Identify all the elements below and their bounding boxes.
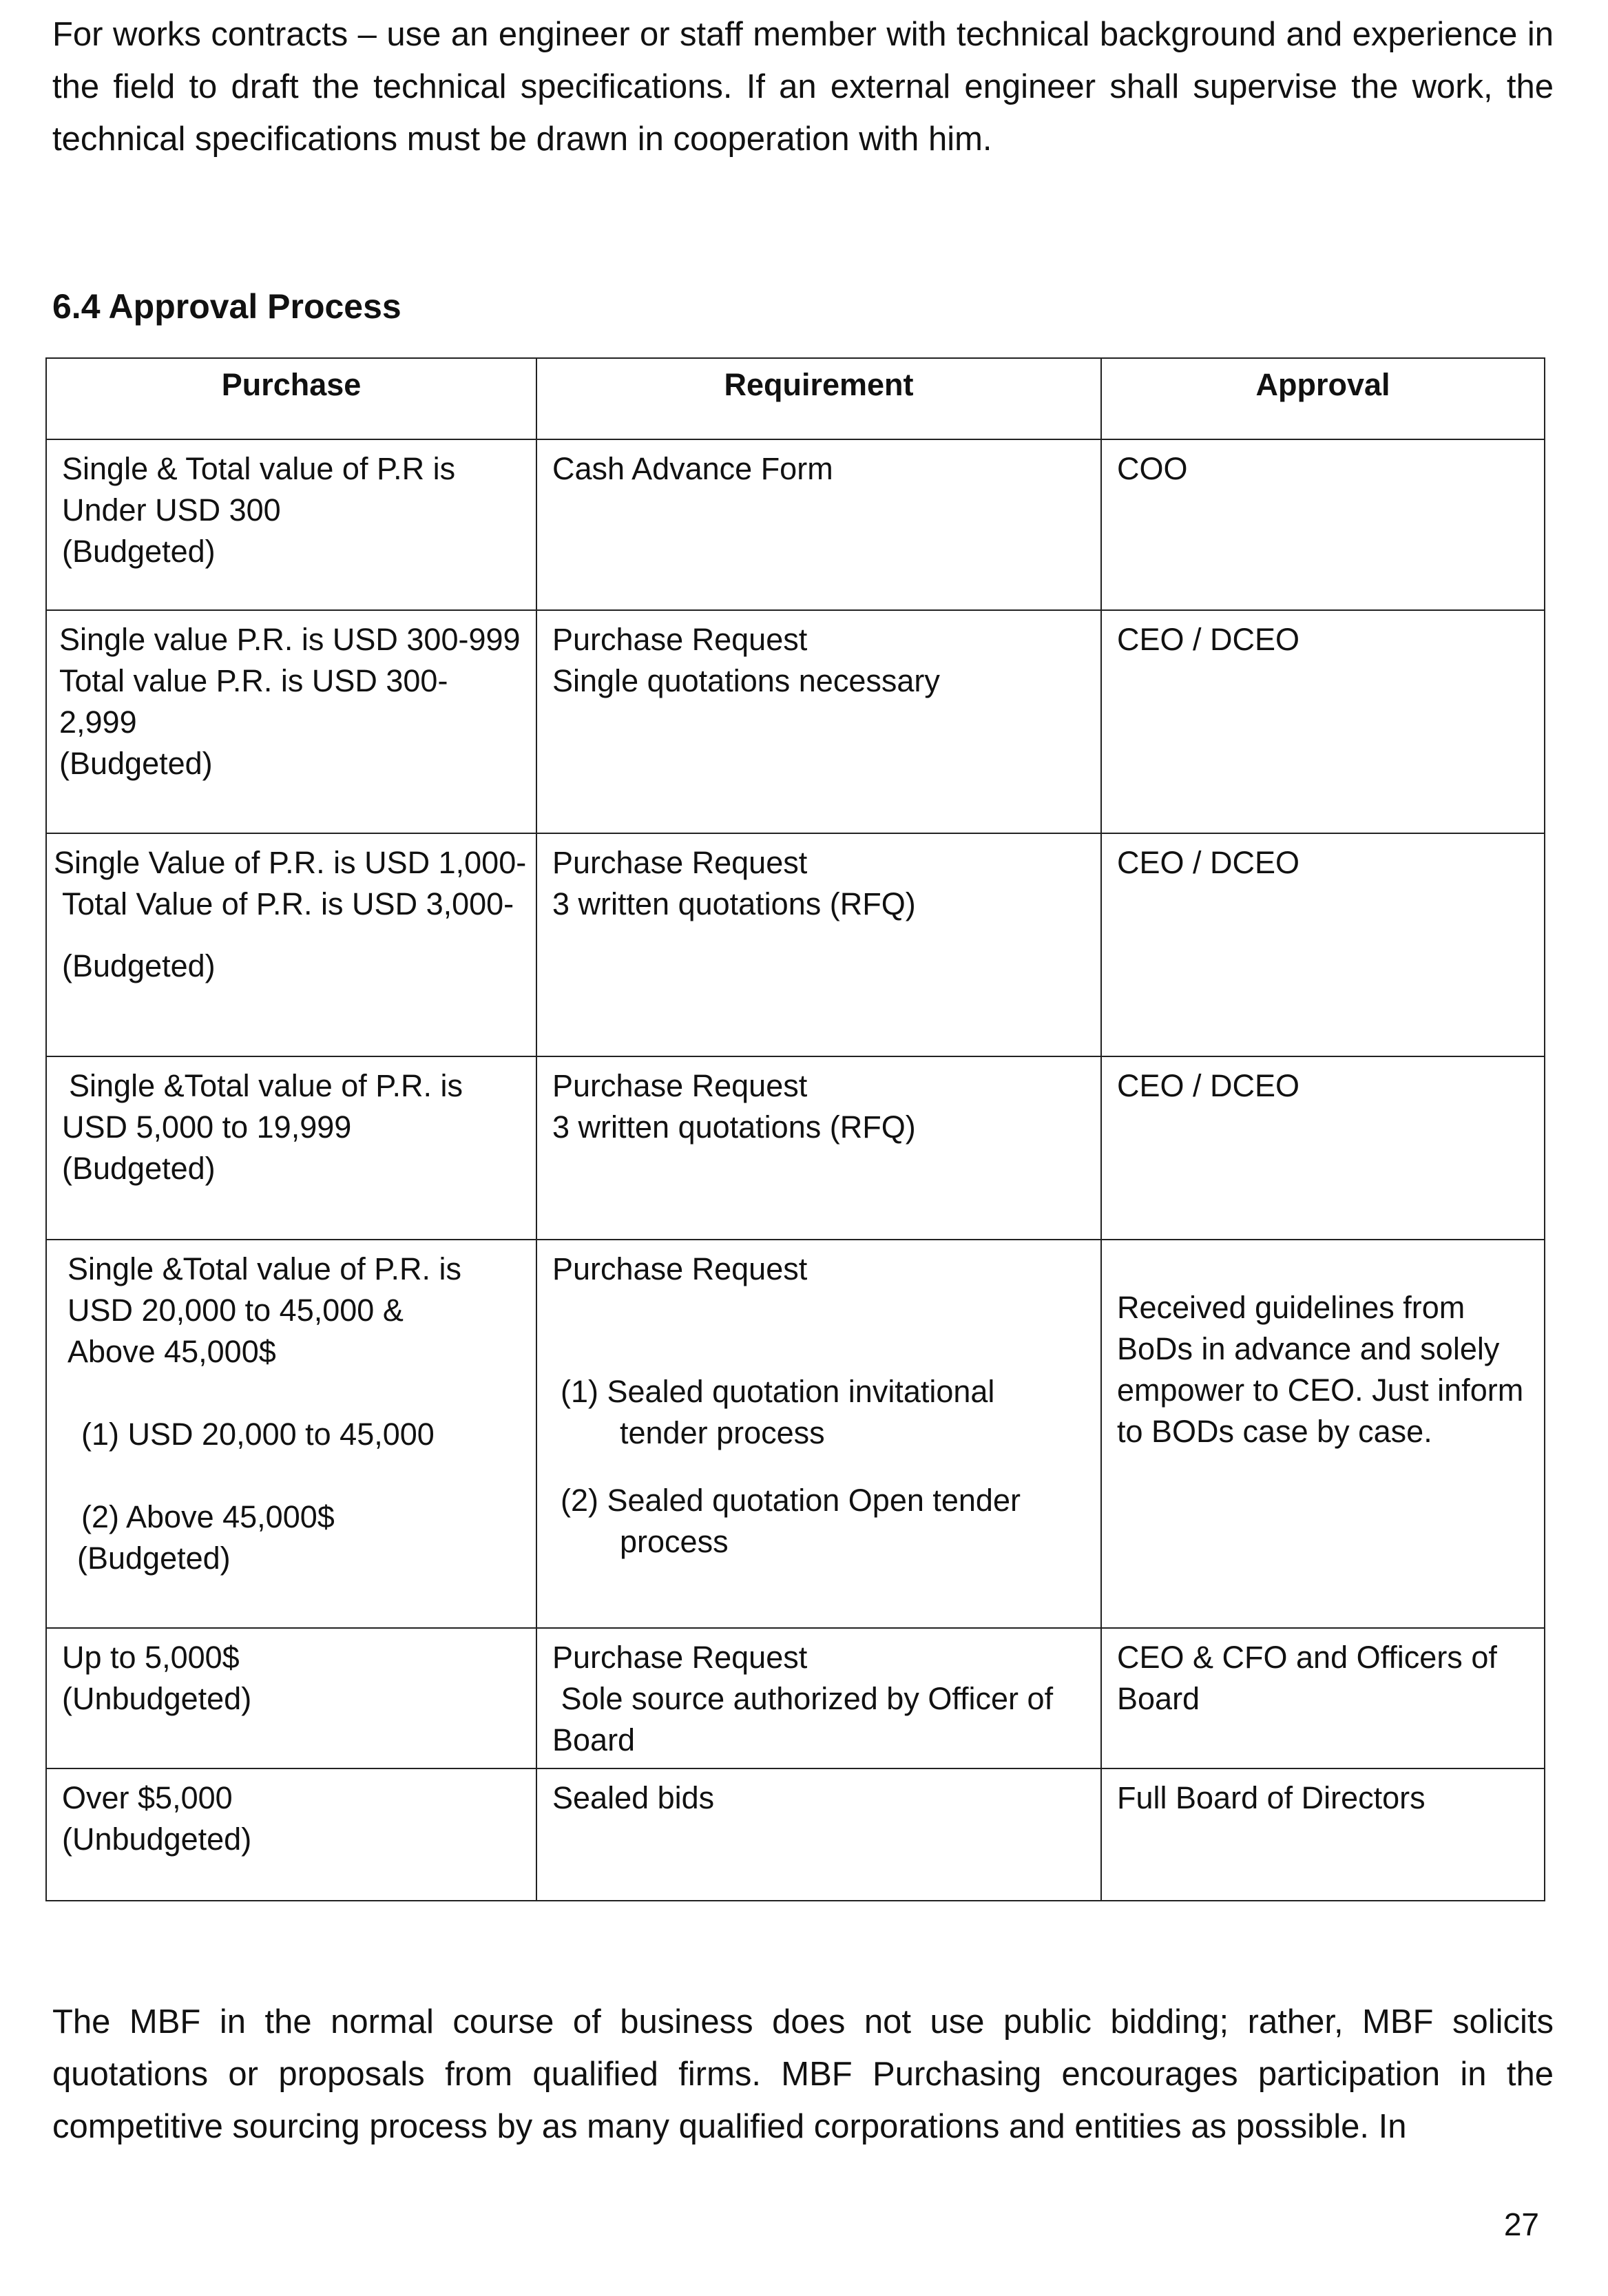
requirement-line: Sealed bids (552, 1780, 715, 1815)
closing-paragraph: The MBF in the normal course of business does not use public bidding; rather, MBF solicits quotations or proposals from qualified firms. MBF Purchasing encourages participation in the competitive sourcing process by as many qualified corporations and entities as possible. In (52, 2003, 1554, 2145)
purchase-line: (Budgeted) (62, 534, 216, 569)
purchase-line: Single value P.R. is USD 300-999 (59, 622, 521, 657)
purchase-line: Total Value of P.R. is USD 3,000- (62, 886, 514, 921)
header-requirement: Requirement (536, 358, 1101, 439)
purchase-list-item: (2) Above 45,000$ (81, 1499, 335, 1534)
purchase-line: (Budgeted) (77, 1541, 231, 1576)
approval-cell (1101, 1056, 1545, 1240)
requirement-cell (536, 1240, 1101, 1628)
requirement-line: Single quotations necessary (552, 663, 940, 698)
requirement-cell (536, 610, 1101, 833)
approval-line: CEO / DCEO (1117, 1068, 1300, 1103)
purchase-line: Up to 5,000$ (62, 1640, 240, 1675)
approval-process-table (45, 357, 1545, 1901)
approval-cell (1101, 833, 1545, 1056)
purchase-line: Single &Total value of P.R. is (69, 1068, 463, 1103)
purchase-cell (46, 439, 536, 610)
purchase-line: Under USD 300 (62, 492, 281, 528)
approval-cell (1101, 1240, 1545, 1628)
purchase-line: Single & Total value of P.R is (62, 451, 456, 486)
purchase-line: (Budgeted) (62, 948, 216, 983)
purchase-line: USD 5,000 to 19,999 (62, 1109, 352, 1145)
purchase-line: (Unbudgeted) (62, 1822, 252, 1857)
header-approval: Approval (1101, 358, 1545, 439)
requirement-line: Purchase Request (552, 845, 808, 880)
requirement-line: Purchase Request (552, 1068, 808, 1103)
table-row (46, 833, 1545, 1056)
purchase-line: (Unbudgeted) (62, 1681, 252, 1716)
approval-line: Received guidelines from BoDs in advance and solely empower to CEO. Just inform to BODs case by case. (1117, 1290, 1524, 1449)
purchase-cell (46, 833, 536, 1056)
requirement-line: Purchase Request (552, 622, 808, 657)
requirement-line: 3 written quotations (RFQ) (552, 886, 916, 921)
purchase-line: (Budgeted) (62, 1151, 216, 1186)
approval-cell (1101, 439, 1545, 610)
requirement-line: Cash Advance Form (552, 451, 833, 486)
table-row (46, 1628, 1545, 1768)
section-heading: 6.4 Approval Process (52, 287, 401, 326)
requirement-line: Purchase Request (552, 1640, 808, 1675)
purchase-line: Single &Total value of P.R. is (67, 1251, 461, 1286)
requirement-cell (536, 833, 1101, 1056)
purchase-line: (Budgeted) (59, 746, 213, 781)
approval-cell (1101, 1628, 1545, 1768)
purchase-cell (46, 1240, 536, 1628)
purchase-line: USD 20,000 to 45,000 & (67, 1293, 404, 1328)
table-header-row (46, 358, 1545, 439)
requirement-cell (536, 1628, 1101, 1768)
approval-line: CEO / DCEO (1117, 622, 1300, 657)
purchase-line: Single Value of P.R. is USD 1,000- (54, 845, 527, 880)
requirement-list-item: (2) Sealed quotation Open tender process (561, 1483, 1021, 1559)
purchase-line: Total value P.R. is USD 300- (59, 663, 448, 698)
requirement-cell (536, 1056, 1101, 1240)
purchase-line: 2,999 (59, 705, 137, 740)
purchase-cell (46, 1056, 536, 1240)
approval-cell (1101, 1768, 1545, 1901)
requirement-line: 3 written quotations (RFQ) (552, 1109, 916, 1145)
intro-paragraph: For works contracts – use an engineer or staff member with technical background and experience in the field to draft the technical specifications. If an external engineer shall supervise the work, the technical specifications must be drawn in cooperation with him. (52, 16, 1554, 158)
purchase-cell (46, 1768, 536, 1901)
requirement-cell (536, 439, 1101, 610)
purchase-cell (46, 1628, 536, 1768)
header-purchase: Purchase (46, 358, 536, 439)
table-row (46, 439, 1545, 610)
purchase-cell (46, 610, 536, 833)
approval-line: CEO / DCEO (1117, 845, 1300, 880)
requirement-line: Purchase Request (552, 1251, 808, 1286)
approval-line: CEO & CFO and Officers of Board (1117, 1640, 1497, 1716)
requirement-list-item: (1) Sealed quotation invitational tender process (561, 1374, 995, 1450)
approval-cell (1101, 610, 1545, 833)
table-row (46, 610, 1545, 833)
table-row (46, 1240, 1545, 1628)
approval-line: Full Board of Directors (1117, 1780, 1426, 1815)
requirement-line: Sole source authorized by Officer of Board (552, 1681, 1062, 1757)
purchase-list-item: (1) USD 20,000 to 45,000 (81, 1417, 435, 1452)
table-row (46, 1056, 1545, 1240)
approval-line: COO (1117, 451, 1188, 486)
purchase-line: Over $5,000 (62, 1780, 233, 1815)
purchase-line: Above 45,000$ (67, 1334, 276, 1369)
requirement-cell (536, 1768, 1101, 1901)
table-row (46, 1768, 1545, 1901)
page-number: 27 (1503, 2206, 1539, 2242)
